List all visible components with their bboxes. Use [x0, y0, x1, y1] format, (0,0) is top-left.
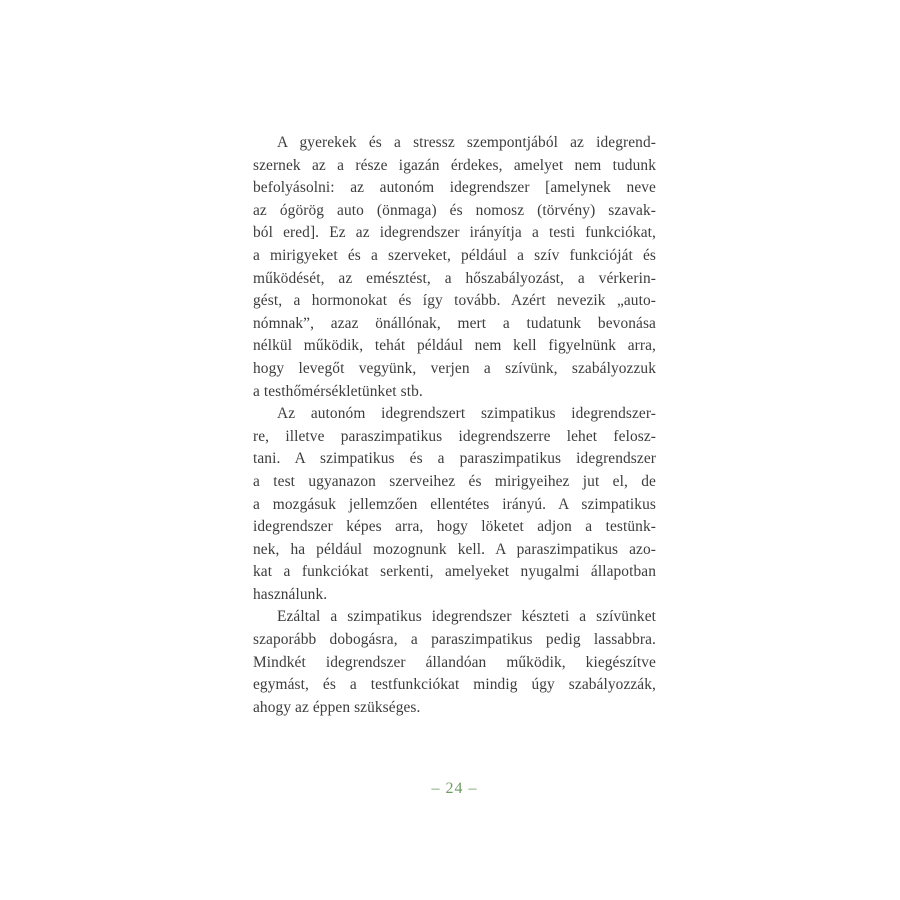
text-line: az ógörög auto (önmaga) és nomosz (törvény) szavak- — [253, 201, 656, 219]
text-line: szaporább dobogásra, a paraszimpatikus pedig lassabbra. — [253, 631, 656, 649]
paragraph-2 — [253, 403, 656, 606]
text-line: működését, az emésztést, a hőszabályozást, a vérkerin- — [253, 269, 656, 287]
text-line: befolyásolni: az autonóm idegrendszer [amelynek neve — [253, 179, 656, 197]
text-line: Ezáltal a szimpatikus idegrendszer készteti a szívünket — [277, 608, 656, 626]
text-line: nélkül működik, tehát például nem kell figyelnünk arra, — [253, 337, 656, 355]
text-line: ahogy az éppen szükséges. — [253, 698, 421, 716]
text-line: Mindkét idegrendszer állandóan működik, kiegészítve — [253, 653, 656, 671]
text-line: A gyerekek és a stressz szempontjából az idegrend- — [277, 134, 656, 151]
text-line: a mirigyeket és a szerveket, például a szív funkcióját és — [253, 246, 656, 264]
body-text — [253, 132, 656, 719]
text-line: hogy levegőt vegyünk, verjen a szívünk, szabályozzuk — [253, 359, 656, 377]
text-line: Az autonóm idegrendszert szimpatikus idegrendszer- — [277, 405, 656, 423]
text-line: re, illetve paraszimpatikus idegrendszerre lehet felosz- — [253, 427, 656, 445]
text-line: nek, ha például mozognunk kell. A paraszimpatikus azo- — [253, 540, 656, 558]
text-line: ból ered]. Ez az idegrendszer irányítja a testi funkciókat, — [253, 224, 656, 242]
text-line: a mozgásuk jellemzően ellentétes irányú. A szimpatikus — [253, 495, 656, 513]
text-line: idegrendszer képes arra, hogy löketet adjon a testünk- — [253, 518, 656, 536]
paragraph-3 — [253, 606, 656, 719]
page-number: – 24 – — [431, 780, 478, 797]
text-line: szernek az a része igazán érdekes, amelyet nem tudunk — [253, 156, 656, 174]
text-line: egymást, és a testfunkciókat mindig úgy szabályozzák, — [253, 676, 656, 694]
text-line: kat a funkciókat serkenti, amelyeket nyugalmi állapotban — [253, 563, 656, 581]
text-line: nómnak”, azaz önállónak, mert a tudatunk bevonása — [253, 314, 656, 332]
text-line: a testhőmérsékletünket stb. — [253, 382, 423, 400]
text-line: a test ugyanazon szerveihez és mirigyeihez jut el, de — [253, 472, 656, 490]
text-line: gést, a hormonokat és így tovább. Azért nevezik „auto- — [253, 292, 656, 310]
text-line: tani. A szimpatikus és a paraszimpatikus idegrendszer — [253, 450, 656, 468]
paragraph-1 — [253, 132, 656, 403]
text-line: használunk. — [253, 585, 328, 603]
